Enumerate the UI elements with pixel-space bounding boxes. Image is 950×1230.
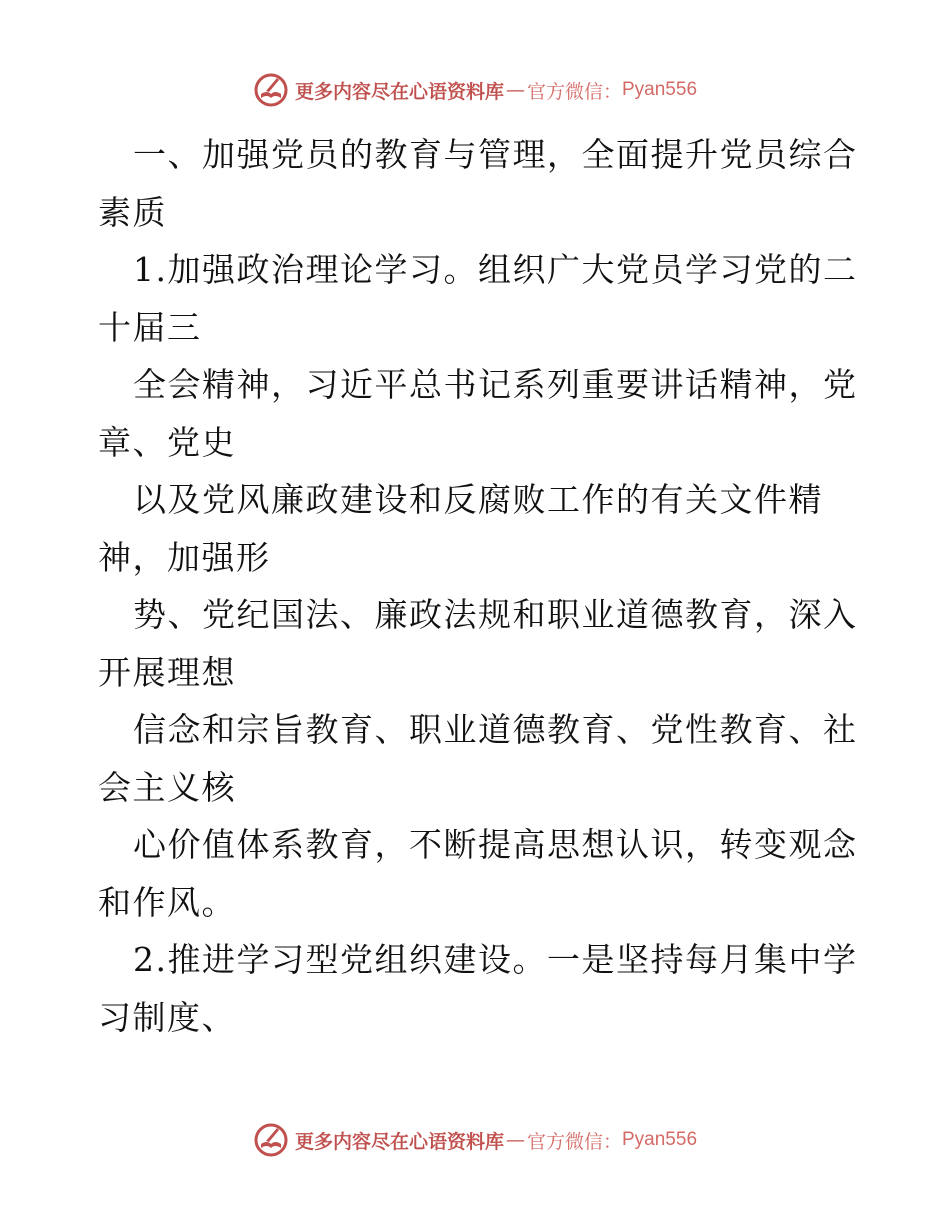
banner-label: 官方微信： [526, 1130, 622, 1153]
banner-wechat-id: Pyan556 [622, 79, 698, 100]
body-line: 信念和宗旨教育、职业道德教育、党性教育、社 [133, 710, 858, 749]
body-line: 章、党史 [98, 422, 236, 462]
banner-label: 官方微信： [526, 80, 622, 103]
body-line: 2.推进学习型党组织建设。一是坚持每月集中学 [133, 940, 858, 979]
book-quill-logo-icon [253, 1122, 289, 1158]
body-line: 素质 [98, 192, 167, 232]
body-line: 以及党风廉政建设和反腐败工作的有关文件精 [133, 480, 823, 519]
section-heading-line: 一、加强党员的教育与管理，全面提升党员综合 [133, 135, 858, 174]
body-line: 势、党纪国法、廉政法规和职业道德教育，深入 [133, 595, 858, 634]
body-line: 1.加强政治理论学习。组织广大党员学习党的二 [133, 250, 858, 289]
body-line: 十届三 [98, 307, 202, 347]
banner-wechat-id: Pyan556 [622, 1129, 698, 1150]
book-quill-logo-icon [253, 72, 289, 108]
banner-dash: — [505, 1129, 525, 1151]
body-line: 心价值体系教育，不断提高思想认识，转变观念 [133, 825, 858, 864]
body-line: 习制度、 [98, 997, 236, 1037]
body-line: 开展理想 [98, 652, 236, 692]
header-banner [0, 70, 950, 110]
footer-banner-text [295, 1127, 697, 1154]
body-line: 和作风。 [98, 882, 236, 922]
banner-lead: 更多内容尽在心语资料库 [294, 80, 504, 103]
body-line: 神，加强形 [98, 537, 271, 577]
banner-lead: 更多内容尽在心语资料库 [294, 1130, 504, 1153]
header-banner-text [295, 77, 697, 104]
body-line: 全会精神，习近平总书记系列重要讲话精神，党 [133, 365, 858, 404]
footer-banner [0, 1120, 950, 1160]
body-line: 会主义核 [98, 767, 236, 807]
document-body [98, 126, 858, 1046]
banner-dash: — [505, 79, 525, 101]
